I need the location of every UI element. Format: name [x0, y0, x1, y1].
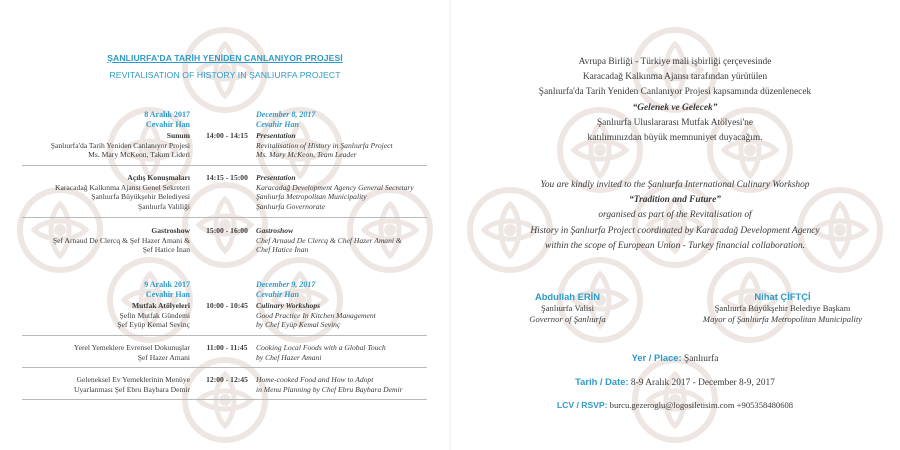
day2-date-en: December 9, 2017 — [256, 280, 316, 289]
place-label: Yer / Place: — [631, 352, 682, 363]
divider — [22, 399, 427, 400]
place-value: Şanlıurfa — [684, 354, 719, 364]
session-time: 12:00 - 12:45 — [206, 375, 248, 384]
date-label: Tarih / Date: — [575, 376, 629, 387]
day1-date-tr: 8 Aralık 2017 — [144, 110, 190, 119]
divider — [22, 335, 427, 336]
day2-venue-en: Cevahir Han — [256, 290, 299, 299]
signatory-governor: Abdullah ERİN Şanlıurfa Valisi Governor of Şanlıurfa — [529, 291, 606, 324]
divider — [22, 217, 427, 218]
divider — [22, 367, 427, 368]
session-time: 14:00 - 14:15 — [206, 131, 248, 140]
event-rsvp — [450, 400, 900, 410]
rsvp-label: LCV / RSVP: — [556, 400, 608, 410]
day2-date-tr: 9 Aralık 2017 — [144, 280, 190, 289]
event-place — [450, 352, 900, 364]
session-time: 11:00 - 11:45 — [206, 343, 248, 352]
invitation-text-en: You are kindly invited to the Şanlıurfa International Culinary Workshop “Tradition and Future” organised as part of the Revitalisation of History in Şanlıurfa Project coordinated by Karacadağ Development Agency within the scope of European Union - Turkey financial collaboration. — [450, 178, 900, 254]
invitation-page — [450, 0, 900, 450]
rsvp-contact[interactable]: burcu.gezeroglu@logosiletisim.com +905358480608 — [609, 400, 794, 410]
event-date — [450, 376, 900, 388]
session-time: 14:15 - 15:00 — [206, 173, 248, 182]
day1-venue-en: Cevahir Han — [256, 120, 299, 129]
divider — [22, 165, 427, 166]
event-name-en: “Tradition and Future” — [629, 195, 721, 206]
project-title-en: REVITALISATION OF HISTORY IN ŞANLIURFA PROJECT — [109, 70, 341, 80]
day1-venue-tr: Cevahir Han — [145, 120, 190, 129]
project-title-tr: ŞANLIURFA'DA TARİH YENİDEN CANLANIYOR PROJESİ — [107, 53, 343, 63]
signatory-mayor: Nihat ÇİFTÇİ Şanlıurfa Büyükşehir Belediye Başkanı Mayor of Şanlıurfa Metropolitan Municipality — [702, 291, 863, 324]
day2-venue-tr: Cevahir Han — [145, 290, 190, 299]
invitation-text-tr: Avrupa Birliği - Türkiye mali işbirliği çerçevesinde Karacadağ Kalkınma Ajansı tarafından yürütülen Şanlıurfa'da Tarih Yeniden Canlanıyor Projesi kapsamında düzenlenecek “Gelenek ve Gelecek” Şanlıurfa Uluslararası Mutfak Atölyesi'ne katılımınızdan büyük memnuniyet duyacağım. — [450, 55, 900, 146]
session-time: 10:00 - 10:45 — [206, 301, 248, 310]
session-time: 15:00 - 16:00 — [206, 226, 248, 235]
day1-date-en: December 8, 2017 — [256, 110, 316, 119]
date-value: 8-9 Aralık 2017 - December 8-9, 2017 — [630, 378, 775, 388]
programme-page: ŞANLIURFA'DA TARİH YENİDEN CANLANIYOR PROJESİ REVITALISATION OF HISTORY IN ŞANLIURFA PROJECT 8 Aralık 2017 December 8, 2017 Cevahir Han Cevahir Han Sunum Şanlıurfa'da Tarih Yeniden Canlanıyor Projesi Ms. Mary McKeon, Takım Lideri 14:00 - 14:15 Presentation Revitalisation of History in Şanlıurfa Project Ms. Mary McKeon, Team Leader Açılış Konuşmaları Karacadağ Kalkınma Ajansı Genel Sekreteri Şanlıurfa Büyükşehir Belediyesi Şanlıurfa Valiliği 14:15 - 15:00 Presentation Karacadağ Development Agency General Secretary Şanlıurfa Metropolitan Municipality Şanlıurfa Governorate Gastroshow Şef Arnaud De Clercq & Şef Hazer Amani & Şef Hatice İnan 15:00 - 16:00 Gastroshow Chef Arnaud De Clercq & Chef Hazer Amani & Chef Hatice İnan 9 Aralık 2017 December 9, 2017 Cevahir Han Cevahir Han Mutfak Atölyeleri Şefin Mutfak Gündemi Şef Eyüp Kemal Sevinç 10:00 - 10:45 Culinary Workshops Good Practice In Kitchen Management by Chef Eyüp Kemal Sevinç Yerel Yemeklere Evrensel Dokunuşlar Şef Hazer Amani 11:00 - 11:45 Cooking Local Foods with a Global Touch by Chef Hazer Amani Geleneksel Ev Yemeklerinin Menüye Uyarlanması Şef Ebru Baybara Demir 12:00 - 12:45 Home-cooked Food and How to Adopt in Menu Planning by Chef Ebru Baybara Demir — [0, 0, 450, 450]
event-name-tr: “Gelenek ve Gelecek” — [632, 102, 718, 113]
